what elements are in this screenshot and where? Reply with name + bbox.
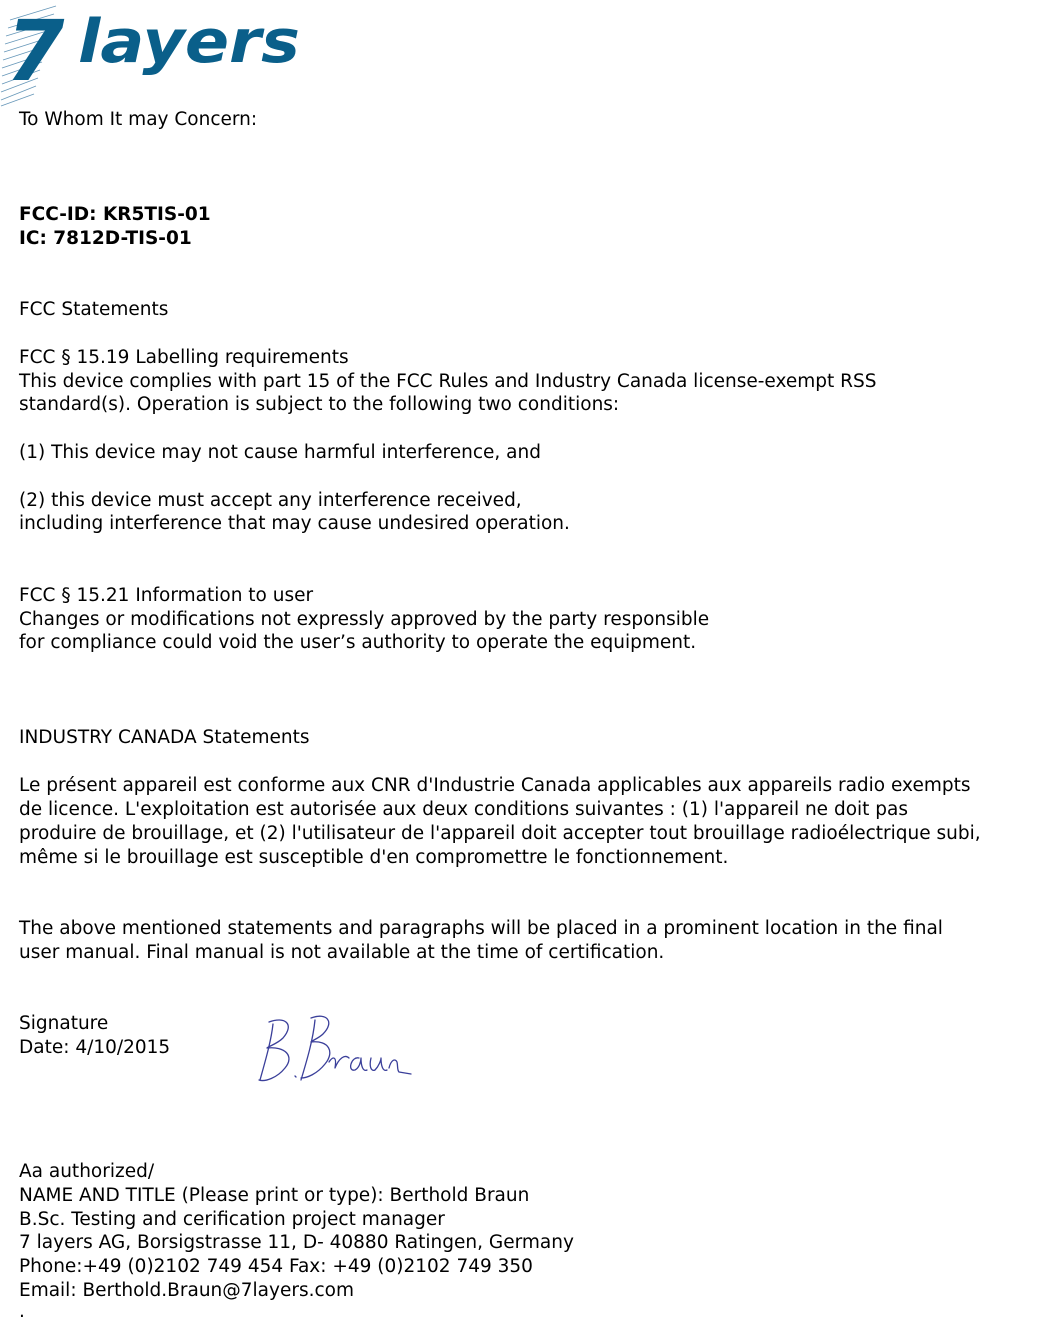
ic-statements-heading: INDUSTRY CANADA Statements xyxy=(19,727,310,748)
signature-label: Signature xyxy=(19,1013,109,1034)
fcc-1519-text: standard(s). Operation is subject to the following two conditions: xyxy=(19,394,620,415)
ic-statement-text: de licence. L'exploitation est autorisée aux deux conditions suivantes : (1) l'appareil ne doit pas xyxy=(19,799,909,820)
ic-statement-text: produire de brouillage, et (2) l'utilisateur de l'appareil doit accepter tout brouillage radioélectrique subi, xyxy=(19,823,981,844)
fcc-1519-title: FCC § 15.19 Labelling requirements xyxy=(19,347,349,368)
greeting: To Whom It may Concern: xyxy=(19,109,258,130)
handwritten-signature xyxy=(255,1012,415,1087)
contact-email: Email: Berthold.Braun@7layers.com xyxy=(19,1280,354,1301)
ic-statement-text: même si le brouillage est susceptible d'en compromettre le fonctionnement. xyxy=(19,847,729,868)
fcc-1521-text: Changes or modifications not expressly approved by the party responsible xyxy=(19,609,710,630)
signature-date: Date: 4/10/2015 xyxy=(19,1037,171,1058)
ic-statement-text: Le présent appareil est conforme aux CNR d'Industrie Canada applicables aux appareils radio exempts xyxy=(19,775,971,796)
fcc-condition-2: (2) this device must accept any interference received, xyxy=(19,490,522,511)
ic-id: IC: 7812D-TIS-01 xyxy=(19,228,192,249)
fcc-1521-text: for compliance could void the user’s authority to operate the equipment. xyxy=(19,632,697,653)
contact-address: 7 layers AG, Borsigstrasse 11, D- 40880 Ratingen, Germany xyxy=(19,1232,574,1253)
fcc-statements-heading: FCC Statements xyxy=(19,299,169,320)
fcc-1519-text: This device complies with part 15 of the FCC Rules and Industry Canada license-exempt RSS xyxy=(19,371,877,392)
7layers-logo xyxy=(0,0,310,108)
closing-text: The above mentioned statements and paragraphs will be placed in a prominent location in the final xyxy=(19,918,943,939)
logo-word: layers xyxy=(78,7,300,77)
fcc-condition-2: including interference that may cause undesired operation. xyxy=(19,513,570,534)
fcc-1521-title: FCC § 15.21 Information to user xyxy=(19,585,314,606)
contact-trailing-dot: . xyxy=(19,1301,25,1322)
closing-text: user manual. Final manual is not available at the time of certification. xyxy=(19,942,665,963)
contact-phone-fax: Phone:+49 (0)2102 749 454 Fax: +49 (0)2102 749 350 xyxy=(19,1256,533,1277)
fcc-id: FCC-ID: KR5TIS-01 xyxy=(19,204,211,225)
contact-line: Aa authorized/ xyxy=(19,1161,155,1182)
fcc-condition-1: (1) This device may not cause harmful interference, and xyxy=(19,442,541,463)
contact-position: B.Sc. Testing and cerification project manager xyxy=(19,1209,445,1230)
contact-name-title: NAME AND TITLE (Please print or type): Berthold Braun xyxy=(19,1185,530,1206)
logo-number: 7 xyxy=(6,2,65,100)
